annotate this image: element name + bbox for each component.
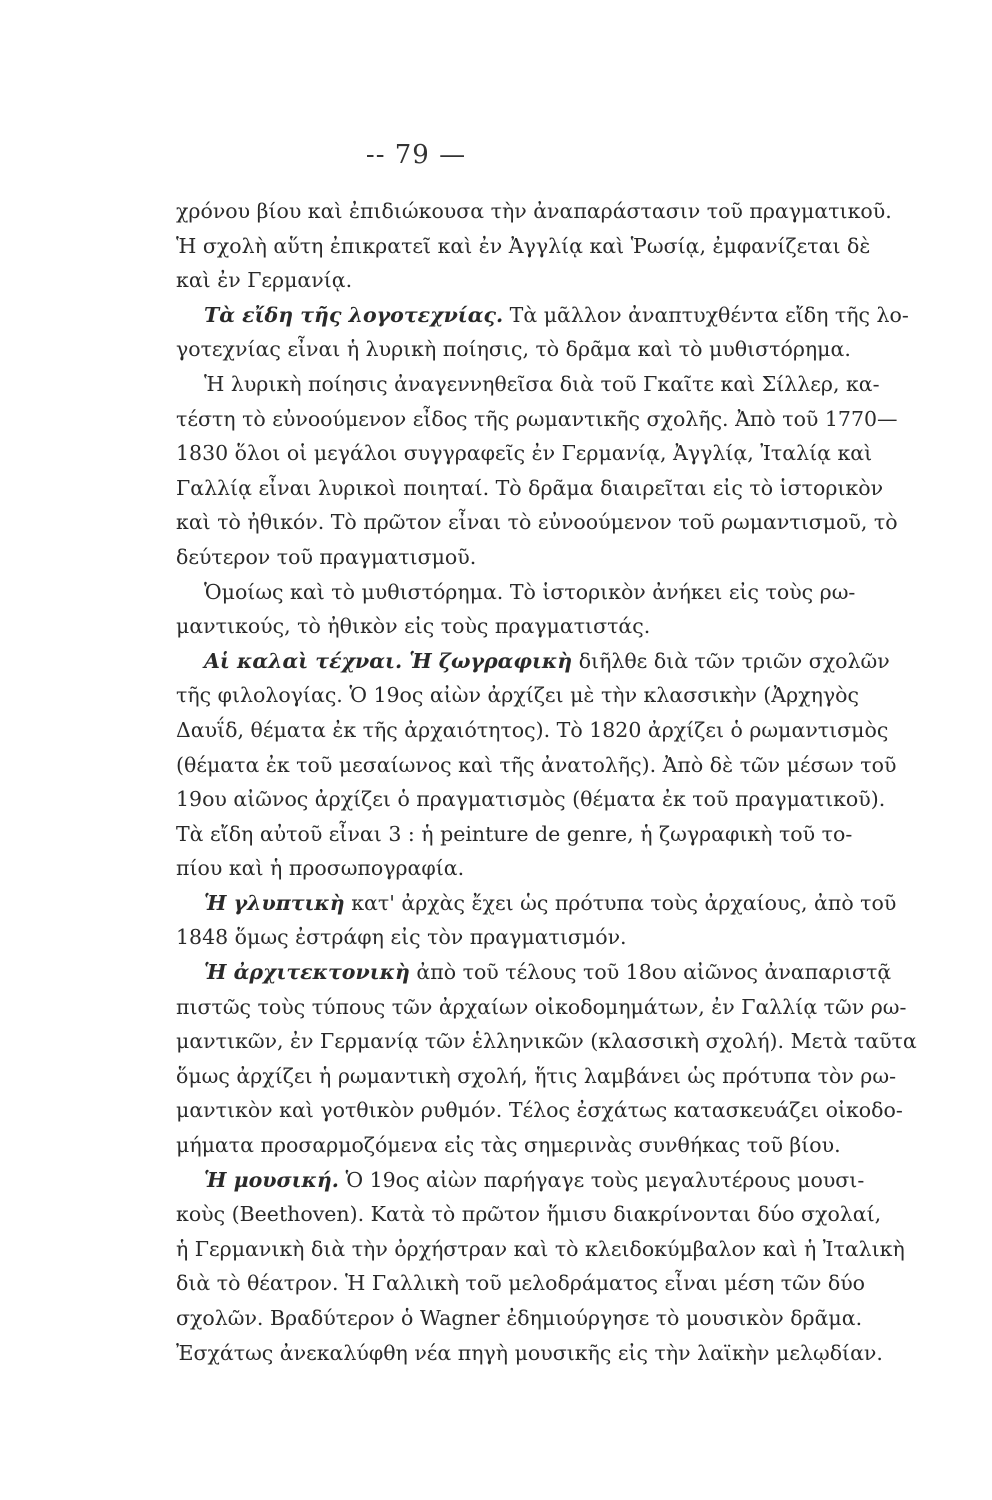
text-line bbox=[176, 817, 853, 852]
line-text: καὶ ἐν Γερμανίᾳ. bbox=[176, 268, 353, 293]
text-line bbox=[176, 782, 886, 817]
line-text: μαντικῶν, ἐν Γερμανίᾳ τῶν ἑλληνικῶν (κλασσικὴ σχολή). Μετὰ ταῦτα bbox=[176, 1029, 917, 1054]
line-text: ἀπὸ τοῦ τέλους τοῦ 18ου αἰῶνος ἀναπαριστᾷ bbox=[416, 960, 892, 985]
text-line bbox=[176, 1093, 903, 1128]
text-line bbox=[176, 886, 897, 921]
text-line bbox=[176, 298, 909, 333]
line-text: Δαυΐδ, θέματα ἐκ τῆς ἀρχαιότητος). Τὸ 1820 ἀρχίζει ὁ ρωμαντισμὸς bbox=[176, 717, 889, 742]
text-line bbox=[176, 505, 898, 540]
line-text: Τὰ εἴδη αὐτοῦ εἶναι 3 : ἡ peinture de genre, ἡ ζωγραφικὴ τοῦ το- bbox=[176, 821, 853, 846]
line-text: δεύτερον τοῦ πραγματισμοῦ. bbox=[176, 544, 477, 569]
text-line bbox=[176, 1024, 917, 1059]
text-line bbox=[176, 263, 824, 298]
text-line bbox=[176, 1336, 883, 1371]
text-line bbox=[176, 678, 859, 713]
line-text: διῆλθε διὰ τῶν τριῶν σχολῶν bbox=[578, 648, 890, 673]
text-line bbox=[176, 955, 892, 990]
line-text: Ὁ 19ος αἰὼν παρήγαγε τοὺς μεγαλυτέρους μουσι- bbox=[345, 1167, 865, 1192]
section-heading: Ἡ μουσική. bbox=[204, 1167, 339, 1192]
text-line bbox=[176, 1301, 863, 1336]
text-line bbox=[176, 990, 907, 1025]
text-line bbox=[176, 367, 880, 402]
section-heading: Τὰ εἴδη τῆς λογοτεχνίας. bbox=[204, 302, 504, 327]
text-line bbox=[176, 920, 824, 955]
line-text: πίου καὶ ἡ προσωπογραφία. bbox=[176, 856, 465, 881]
line-text: κοὺς (Beethoven). Κατὰ τὸ πρῶτον ἥμισυ διακρίνονται δύο σχολαί, bbox=[176, 1202, 882, 1227]
line-text: τέστη τὸ εὐνοούμενον εἶδος τῆς ρωμαντικῆς σχολῆς. Ἀπὸ τοῦ 1770— bbox=[176, 406, 898, 431]
text-line bbox=[176, 402, 898, 437]
line-text: χρόνου βίου καὶ ἐπιδιώκουσα τὴν ἀναπαράστασιν τοῦ πραγματικοῦ. bbox=[176, 199, 892, 223]
line-text: Γαλλίᾳ εἶναι λυρικοὶ ποιηταί. Τὸ δρᾶμα διαιρεῖται εἰς τὸ ἱστορικὸν bbox=[176, 475, 884, 500]
page-number: -- 79 — bbox=[365, 140, 467, 170]
text-line bbox=[176, 713, 889, 748]
text-line bbox=[176, 609, 824, 644]
line-text: ἡ Γερμανικὴ διὰ τὴν ὀρχήστραν καὶ τὸ κλειδοκύμβαλον καὶ ἡ Ἰταλικὴ bbox=[176, 1236, 905, 1261]
section-heading: Ἡ ἀρχιτεκτονικὴ bbox=[204, 960, 410, 985]
text-line bbox=[176, 748, 897, 783]
text-line bbox=[176, 229, 871, 264]
line-text: γοτεχνίας εἶναι ἡ λυρικὴ ποίησις, τὸ δρᾶμα καὶ τὸ μυθιστόρημα. bbox=[176, 337, 851, 362]
line-text: Ἡ σχολὴ αὕτη ἐπικρατεῖ καὶ ἐν Ἀγγλίᾳ καὶ Ῥωσίᾳ, ἐμφανίζεται δὲ bbox=[176, 233, 871, 258]
text-line bbox=[176, 471, 884, 506]
line-text: μαντικούς, τὸ ἠθικὸν εἰς τοὺς πραγματιστάς. bbox=[176, 614, 651, 639]
text-line bbox=[176, 1232, 905, 1267]
section-heading: Ἡ γλυπτικὴ bbox=[204, 890, 345, 915]
text-line bbox=[176, 1197, 882, 1232]
text-line bbox=[176, 575, 856, 610]
line-text: 19ου αἰῶνος ἀρχίζει ὁ πραγματισμὸς (θέματα ἐκ τοῦ πραγματικοῦ). bbox=[176, 787, 886, 812]
line-text: Ἐσχάτως ἀνεκαλύφθη νέα πηγὴ μουσικῆς εἰς τὴν λαϊκὴν μελῳδίαν. bbox=[176, 1340, 883, 1365]
line-text: ὅμως ἀρχίζει ἡ ρωμαντικὴ σχολή, ἥτις λαμβάνει ὡς πρότυπα τὸν ρω- bbox=[176, 1063, 896, 1088]
section-heading: Αἱ καλαὶ τέχναι. Ἡ ζωγραφικὴ bbox=[204, 648, 573, 673]
text-line bbox=[176, 332, 851, 367]
text-line bbox=[176, 436, 873, 471]
text-line bbox=[176, 851, 824, 886]
text-line bbox=[176, 194, 892, 229]
line-text: διὰ τὸ θέατρον. Ἡ Γαλλικὴ τοῦ μελοδράματος εἶναι μέση τῶν δύο bbox=[176, 1271, 865, 1296]
line-text: σχολῶν. Βραδύτερον ὁ Wagner ἐδημιούργησε τὸ μουσικὸν δρᾶμα. bbox=[176, 1306, 863, 1330]
text-line bbox=[176, 644, 890, 679]
line-text: μήματα προσαρμοζόμενα εἰς τὰς σημερινὰς συνθήκας τοῦ βίου. bbox=[176, 1133, 841, 1158]
line-text: πιστῶς τοὺς τύπους τῶν ἀρχαίων οἰκοδομημάτων, ἐν Γαλλίᾳ τῶν ρω- bbox=[176, 994, 907, 1019]
body-text bbox=[176, 194, 917, 1370]
line-text: 1848 ὅμως ἐστράφη εἰς τὸν πραγματισμόν. bbox=[176, 925, 627, 950]
text-line bbox=[176, 1128, 841, 1163]
line-text: (θέματα ἐκ τοῦ μεσαίωνος καὶ τῆς ἀνατολῆς). Ἀπὸ δὲ τῶν μέσων τοῦ bbox=[176, 752, 897, 777]
line-text: Τὰ μᾶλλον ἀναπτυχθέντα εἴδη τῆς λο- bbox=[509, 302, 909, 327]
line-text: Ὁμοίως καὶ τὸ μυθιστόρημα. Τὸ ἱστορικὸν ἀνήκει εἰς τοὺς ρω- bbox=[204, 579, 856, 604]
line-text: 1830 ὅλοι οἱ μεγάλοι συγγραφεῖς ἐν Γερμανίᾳ, Ἀγγλίᾳ, Ἰταλίᾳ καὶ bbox=[176, 441, 873, 466]
text-line bbox=[176, 1266, 865, 1301]
text-line bbox=[176, 1163, 865, 1198]
line-text: μαντικὸν καὶ γοτθικὸν ρυθμόν. Τέλος ἐσχάτως κατασκευάζει οἰκοδο- bbox=[176, 1098, 903, 1123]
line-text: καὶ τὸ ἠθικόν. Τὸ πρῶτον εἶναι τὸ εὐνοούμενον τοῦ ρωμαντισμοῦ, τὸ bbox=[176, 510, 898, 535]
line-text: κατ' ἀρχὰς ἔχει ὡς πρότυπα τοὺς ἀρχαίους, ἀπὸ τοῦ bbox=[351, 890, 897, 915]
line-text: Ἡ λυρικὴ ποίησις ἀναγεννηθεῖσα διὰ τοῦ Γκαῖτε καὶ Σίλλερ, κα- bbox=[204, 371, 880, 396]
line-text: τῆς φιλολογίας. Ὁ 19ος αἰὼν ἀρχίζει μὲ τὴν κλασσικὴν (Ἀρχηγὸς bbox=[176, 683, 859, 708]
text-line bbox=[176, 540, 824, 575]
text-line bbox=[176, 1059, 896, 1094]
